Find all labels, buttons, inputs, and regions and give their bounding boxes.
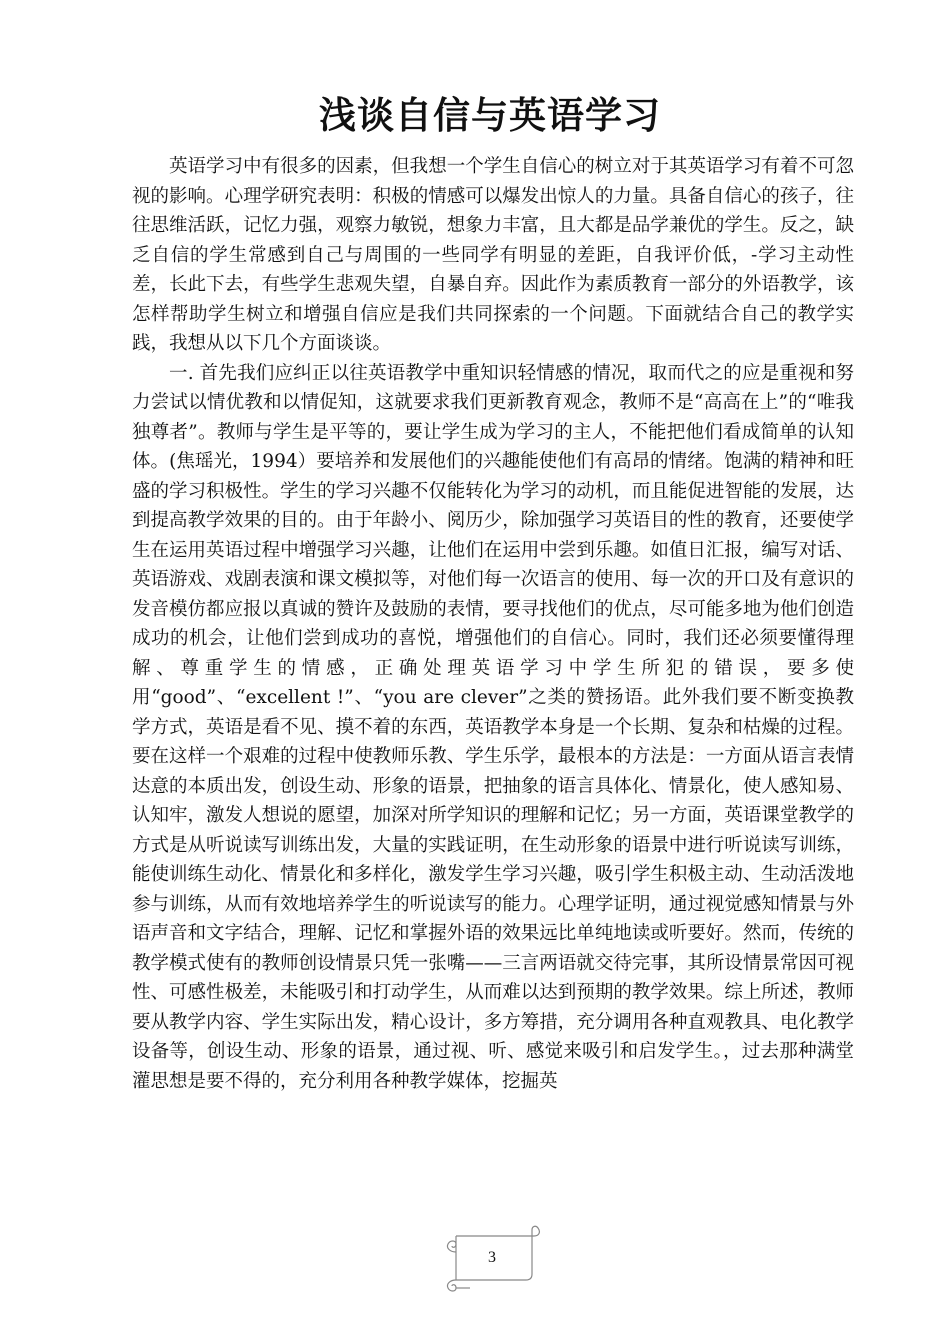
paragraph-section-one: 一. 首先我们应纠正以往英语教学中重知识轻情感的情况，取而代之的应是重视和努力尝试以情优教和以情促知，这就要求我们更新教育观念，教师不是“高高在上”的“唯我独尊者”。教师与学生是平等的，要让学生成为学习的主人，不能把他们看成简单的认知体。(焦瑶光，1994）要培养和发展他们的兴趣能使他们有高昂的情绪。饱满的精神和旺盛的学习积极性。学生的学习兴趣不仅能转化为学习的动机，而且能促进智能的发展，达到提高教学效果的目的。由于年龄小、阅历少，除加强学习英语目的性的教育，还要使学生在运用英语过程中增强学习兴趣，让他们在运用中尝到乐趣。如值日汇报，编写对话、英语游戏、戏剧表演和课文模拟等，对他们每一次语言的使用、每一次的开口及有意识的发音模仿都应报以真诚的赞许及鼓励的表情，要寻找他们的优点，尽可能多地为他们创造成功的机会，让他们尝到成功的喜悦，增强他们的自信心。同时，我们还必须要懂得理解、尊重学生的情感，正确处理英语学习中学生所犯的错误，要多使用“good”、“excellent !”、“you are clever”之类的赞扬语。此外我们要不断变换教学方式，英语是看不见、摸不着的东西，英语教学本身是一个长期、复杂和枯燥的过程。要在这样一个艰难的过程中使教师乐教、学生乐学，最根本的方法是：一方面从语言表情达意的本质出发，创设生动、形象的语景，把抽象的语言具体化、情景化，使人感知易、认知牢，激发人想说的愿望，加深对所学知识的理解和记忆；另一方面，英语课堂教学的方式是从听说读写训练出发，大量的实践证明，在生动形象的语景中进行听说读写训练，能使训练生动化、情景化和多样化，激发学生学习兴趣，吸引学生积极主动、生动活泼地参与训练，从而有效地培养学生的听说读写的能力。心理学证明，通过视觉感知情景与外语声音和文字结合，理解、记忆和掌握外语的效果远比单纯地读或听要好。然而，传统的教学模式使有的教师创设情景只凭一张嘴——三言两语就交待完事，其所设情景常因可视性、可感性极差，未能吸引和打动学生，从而难以达到预期的教学效果。综上所述，教师要从教学内容、学生实际出发，精心设计，多方筹措，充分调用各种直观教具、电化教学设备等，创设生动、形象的语景，通过视、听、感觉来吸引和启发学生。，过去那种满堂灌思想是要不得的，充分利用各种教学媒体，挖掘英 — [132, 362, 854, 1092]
page-footer — [440, 1222, 544, 1294]
document-title: 浅谈自信与英语学习 — [319, 94, 661, 137]
paragraph-intro: 英语学习中有很多的因素，但我想一个学生自信心的树立对于其英语学习有着不可忽视的影响。心理学研究表明：积极的情感可以爆发出惊人的力量。具备自信心的孩子，往往思维活跃，记忆力强，观察力敏锐，想象力丰富，且大都是品学兼优的学生。反之，缺乏自信的学生常感到自己与周围的一些同学有明显的差距，自我评价低，-学习主动性差，长此下去，有些学生悲观失望，自暴自弃。因此作为素质教育一部分的外语教学，该怎样帮助学生树立和增强自信应是我们共同探索的一个问题。下面就结合自己的教学实践，我想从以下几个方面谈谈。 — [132, 156, 854, 354]
page-number: 3 — [488, 1249, 496, 1266]
document-body — [132, 152, 854, 1096]
